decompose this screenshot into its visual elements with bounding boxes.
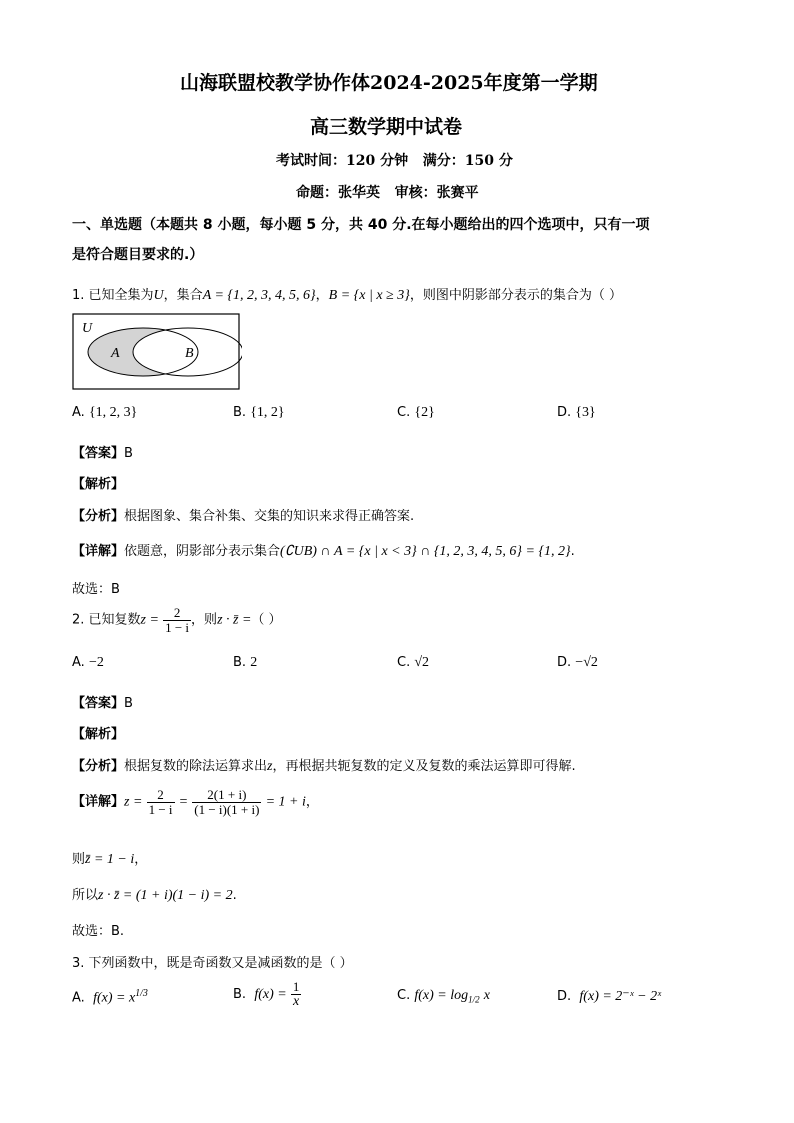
venn-diagram: [72, 313, 242, 391]
q2-option-c: C. √2: [397, 655, 430, 670]
q2-choose: 故选：B.: [72, 924, 125, 939]
q2-fraction: $\frac{2}{1 - i}$: [165, 605, 190, 635]
q2-option-d: D. −√2: [557, 655, 598, 670]
q1-prefix: 1. 已知全集为: [72, 288, 154, 303]
exam-authors: 命题：张华英 审核：张赛平: [296, 185, 479, 201]
q1-fenxi: 【分析】根据图象、集合补集、交集的知识来求得正确答案.: [72, 509, 415, 524]
venn-label-b: B: [185, 346, 194, 361]
q2-answer: 【答案】B: [72, 696, 133, 711]
q3-option-a: A. $f(x) = x^{1/3}$: [72, 988, 148, 1006]
exam-title-line2: 高三数学期中试卷: [310, 116, 463, 138]
q1-universal-set: U: [153, 288, 164, 303]
q1-option-b: B. {1, 2}: [233, 405, 285, 420]
q1-option-a: A. {1, 2, 3}: [72, 405, 138, 420]
q1-option-d: D. {3}: [557, 405, 596, 420]
q2-option-a: A. −2: [72, 655, 104, 670]
q1-set-b: B = {x | x ≥ 3}: [328, 288, 410, 303]
q1-stem: [72, 284, 622, 304]
section-heading-line1: 一、单选题（本题共 8 小题，每小题 5 分，共 40 分.在每小题给出的四个选项中，只有一项: [72, 217, 650, 233]
q3-option-d: D. f(x) = 2⁻ˣ − 2ˣ: [557, 989, 662, 1004]
q2-xiangjie: 【详解】z = $\frac{2}{1 - i}$ = $\frac{2(1 + i)}{(1 - i)(1 + i)}$ = 1 + i，: [72, 787, 319, 817]
q3-stem: 3. 下列函数中，既是奇函数又是减函数的是（ ）: [72, 956, 353, 971]
q1-option-c: C. {2}: [397, 405, 435, 420]
q1-suffix: ，则图中阴影部分表示的集合为（ ）: [409, 288, 622, 303]
q3-option-c: C. $f(x) = \log_{1/2} x$: [397, 988, 490, 1005]
q1-mid: ，集合: [163, 288, 203, 303]
section-heading-line2: 是符合题目要求的.）: [72, 247, 204, 263]
q1-xiangjie: 【详解】依题意，阴影部分表示集合(∁UB) ∩ A = {x | x < 3} ∩ {1, 2, 3, 4, 5, 6} = {1, 2}.: [72, 544, 575, 559]
exam-info: 考试时间：120 分钟 满分：150 分: [276, 153, 513, 169]
exam-title-line1: 山海联盟校教学协作体2024-2025年度第一学期: [180, 72, 598, 94]
q2-product: 所以z · z̄ = (1 + i)(1 − i) = 2.: [72, 888, 237, 903]
q2-conjugate: 则z̄ = 1 − i，: [72, 852, 148, 867]
q1-choose: 故选：B: [72, 582, 120, 597]
venn-label-u: U: [82, 321, 93, 336]
q1-analysis-tag: 【解析】: [72, 477, 125, 492]
q2-fenxi: 【分析】根据复数的除法运算求出z，再根据共轭复数的定义及复数的乘法运算即可得解.: [72, 759, 576, 774]
q2-stem: 2. 已知复数z = $\frac{2}{1 - i}$ ，则z · z̄ =（ ）: [72, 605, 282, 635]
q2-analysis-tag: 【解析】: [72, 727, 125, 742]
q2-option-b: B. 2: [233, 655, 258, 670]
venn-label-a: A: [111, 346, 120, 361]
q3-option-b: B. f(x) = $\frac{1}{x}$: [233, 979, 300, 1009]
q1-comma: ，: [315, 288, 329, 303]
q1-answer: 【答案】B: [72, 446, 133, 461]
q1-set-a: A = {1, 2, 3, 4, 5, 6}: [202, 288, 316, 303]
